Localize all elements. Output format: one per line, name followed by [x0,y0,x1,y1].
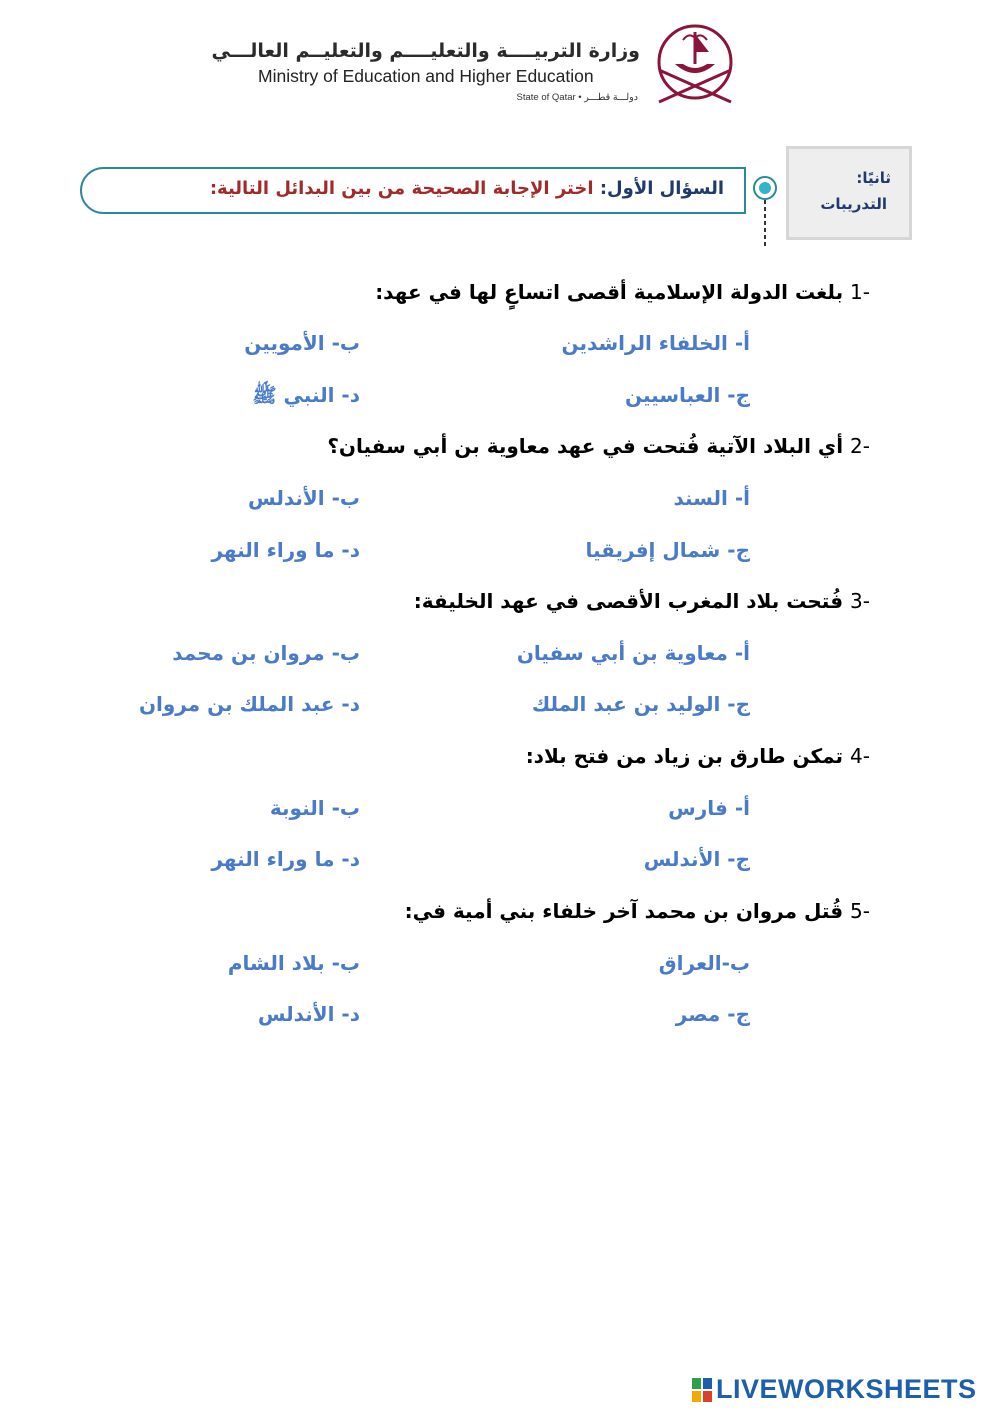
option-b[interactable]: ب- بلاد الشام [227,951,360,975]
section-label-box [786,146,912,240]
option-a[interactable]: أ- السند [673,486,750,510]
qatar-emblem-icon [645,12,745,112]
question-number: -4 [850,744,870,768]
ministry-name-arabic: وزارة التربيــــة والتعليــــم والتعليــم العالـــي [211,40,640,62]
option-b[interactable]: ب- الأمويين [244,331,360,355]
ministry-header [211,10,750,110]
option-b[interactable]: ب- مروان بن محمد [172,641,360,665]
option-d[interactable]: د- النبي ﷺ [252,383,360,407]
brand-name: LIVEWORKSHEETS [716,1374,977,1404]
option-d[interactable]: د- ما وراء النهر [211,538,360,562]
instruction-prefix: السؤال الأول: [599,178,724,199]
option-d[interactable]: د- عبد الملك بن مروان [138,692,360,716]
option-a[interactable]: أ- معاوية بن أبي سفيان [516,641,750,665]
option-c[interactable]: ج- العباسيين [625,383,750,407]
option-a[interactable]: أ- فارس [668,796,750,820]
liveworksheets-logo-icon [692,1378,712,1402]
instruction-text [210,178,724,199]
liveworksheets-brand[interactable] [692,1374,992,1406]
section-label-line1: ثانيًا: [856,169,891,187]
question-number: -5 [850,899,870,923]
instruction-body: اختر الإجابة الصحيحة من بين البدائل التالية: [209,178,594,199]
option-c[interactable]: ج- الأندلس [643,847,750,871]
question-3 [414,589,870,613]
option-a[interactable]: ب-العراق [658,951,750,975]
option-b[interactable]: ب- النوبة [269,796,360,820]
question-text: فُتحت بلاد المغرب الأقصى في عهد الخليفة: [413,589,844,613]
question-5 [405,899,870,923]
question-text: أي البلاد الآتية فُتحت في عهد معاوية بن أبي سفيان؟ [327,434,844,458]
option-c[interactable]: ج- مصر [675,1002,750,1026]
question-text: تمكن طارق بن زياد من فتح بلاد: [525,744,844,768]
question-text: قُتل مروان بن محمد آخر خلفاء بني أمية في: [404,899,844,923]
option-a[interactable]: أ- الخلفاء الراشدين [561,331,750,355]
question-number: -2 [850,434,870,458]
question-4 [526,744,870,768]
option-d[interactable]: د- الأندلس [257,1002,360,1026]
option-b[interactable]: ب- الأندلس [248,486,360,510]
connector-marker-icon [740,170,790,250]
question-1 [375,280,870,304]
option-c[interactable]: ج- الوليد بن عبد الملك [531,692,750,716]
section-label-line2: التدريبات [820,195,887,213]
question-number: -1 [850,280,870,304]
state-of-qatar: State of Qatar • دولـــة قطـــر [516,92,638,103]
question-number: -3 [850,589,870,613]
question-text: بلغت الدولة الإسلامية أقصى اتساعٍ لها في عهد: [375,280,844,304]
instruction-banner [80,167,746,214]
question-2 [327,434,870,458]
ministry-name-english: Ministry of Education and Higher Education [258,66,594,86]
option-d[interactable]: د- ما وراء النهر [211,847,360,871]
option-c[interactable]: ج- شمال إفريقيا [585,538,750,562]
